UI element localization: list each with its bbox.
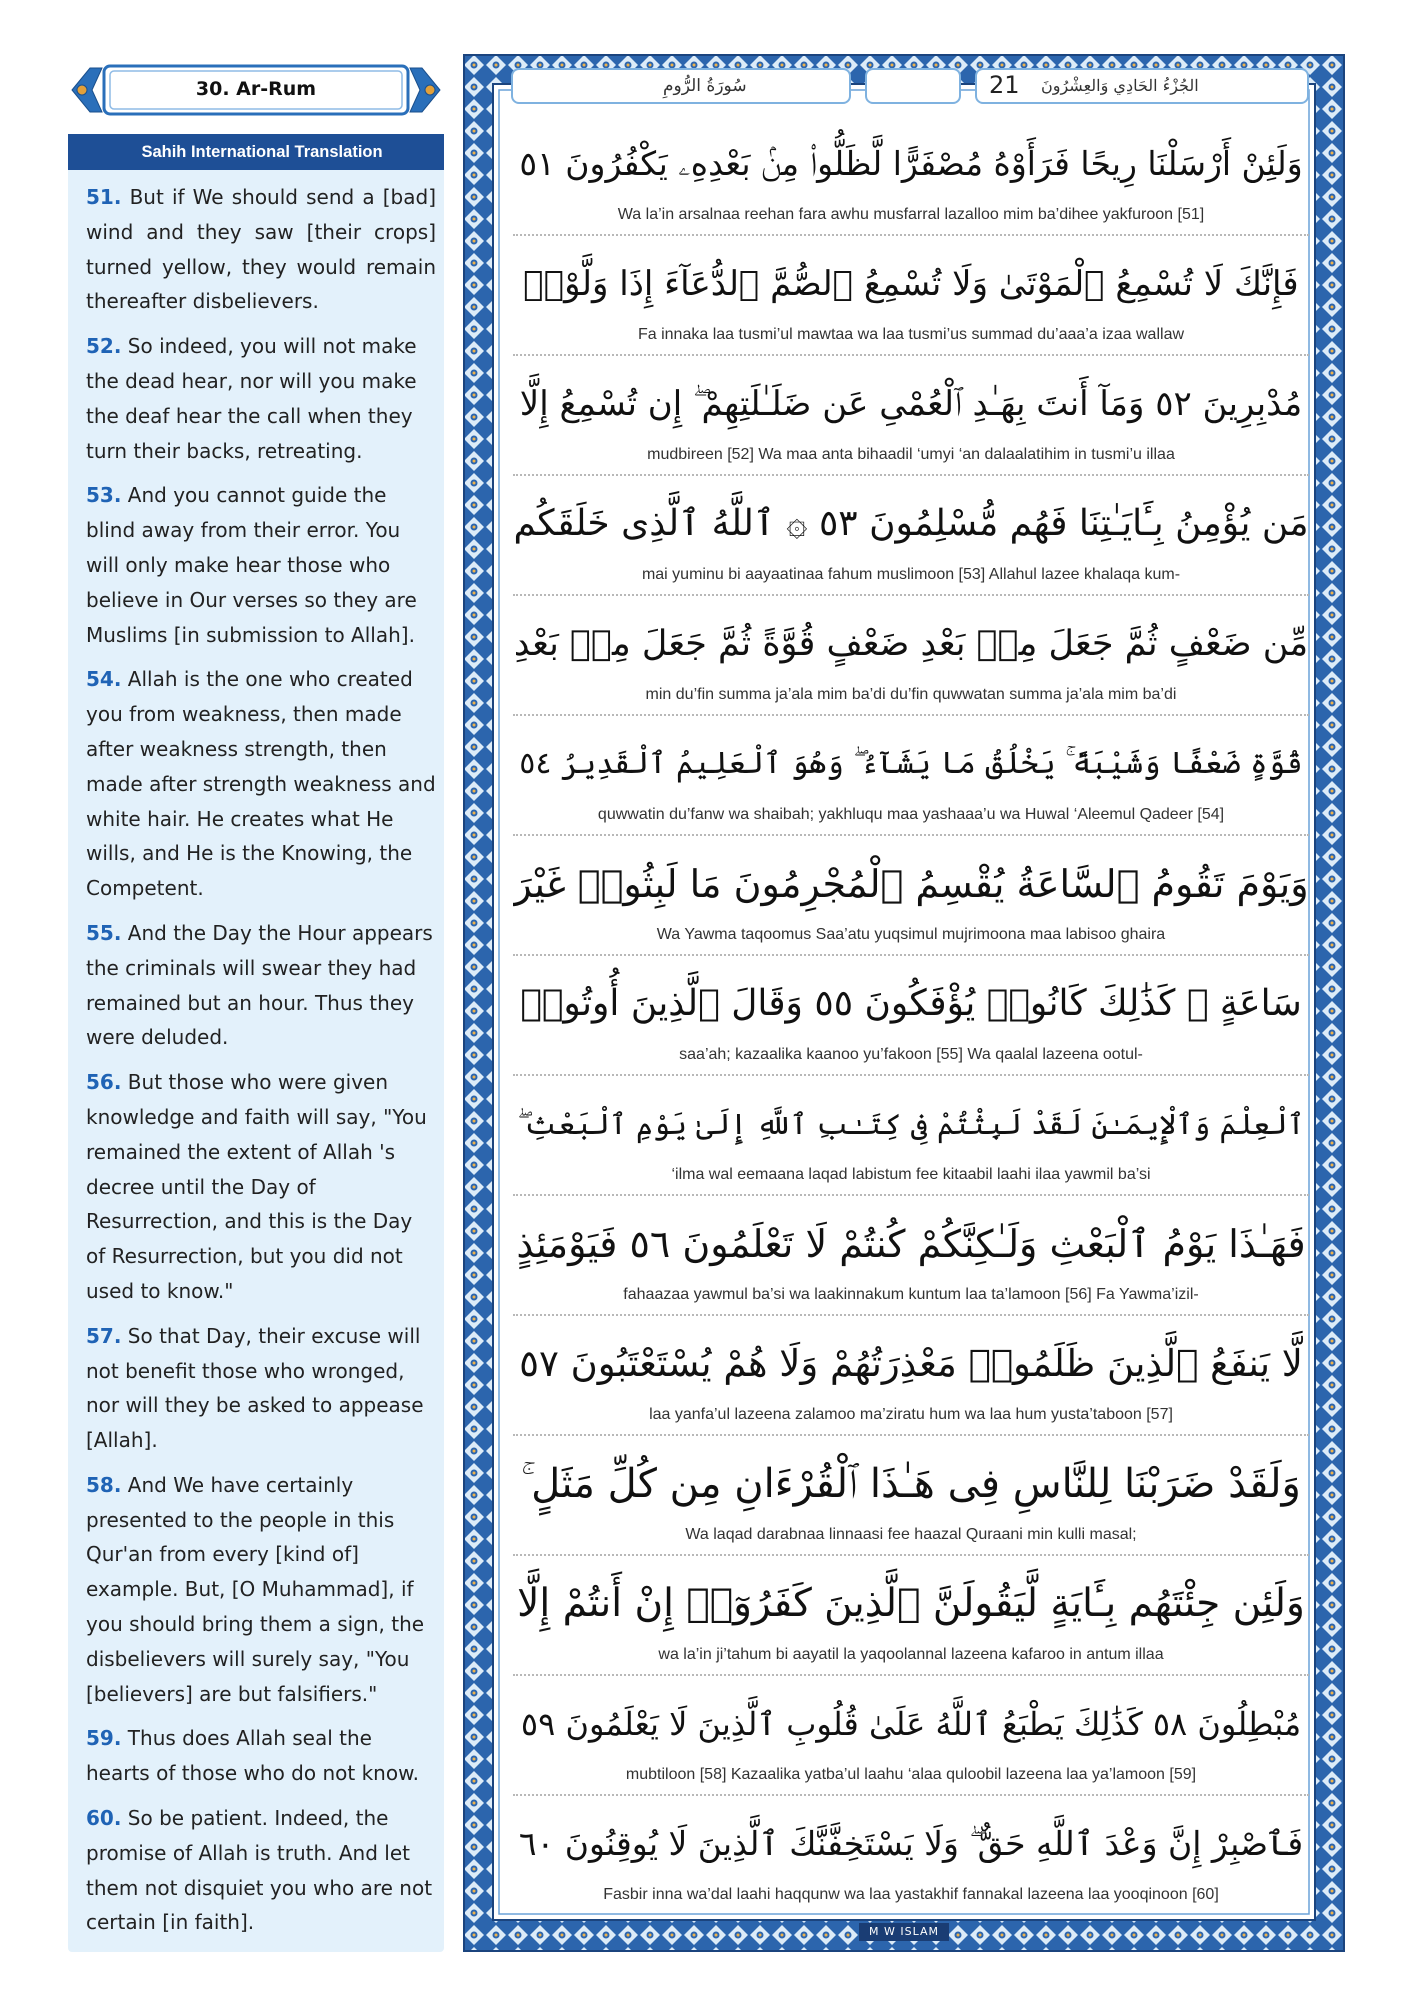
translation-verse (86, 662, 436, 906)
juz-number: 21 (989, 71, 1020, 99)
translation-verse (86, 1319, 436, 1458)
verse-text: Allah is the one who created you from weakness, then made after weakness strength, then made after strength weakness and white hair. He creates what He wills, and He is the Knowing, the Competent. (86, 667, 436, 901)
surah-name-arabic: سُورَةُ الرُّومِ (663, 76, 747, 96)
translation-list (68, 170, 444, 1952)
page-header (511, 64, 1311, 110)
verse-text: Thus does Allah seal the hearts of those who do not know. (86, 1726, 419, 1786)
verse-number: 56. (86, 1070, 122, 1095)
translation-verse (86, 1801, 436, 1940)
transliteration: mubtiloon [58] Kazaalika yatba’ul laahu ‘alaa quloobil lazeena laa ya’lamoon [59] (625, 1766, 1197, 1783)
footer-brand: M W ISLAM (859, 1923, 949, 1941)
translation-panel (68, 58, 444, 1952)
quran-line (513, 116, 1309, 236)
transliteration: Wa laqad darabnaa linnaasi fee haazal Quraani min kulli masal; (685, 1526, 1137, 1543)
quran-line (513, 1796, 1309, 1914)
arabic-text: لَّا يَنفَعُ ٱلَّذِينَ ظَلَمُوا۟ مَعْذِرَتُهُمْ وَلَا هُمْ يُسْتَعْتَبُونَ ٥٧ (519, 1342, 1303, 1385)
transliteration: mai yuminu bi aayaatinaa fahum muslimoon [53] Allahul lazee khalaqa kum- (641, 566, 1181, 583)
verse-number: 55. (86, 920, 122, 945)
verse-number: 54. (86, 667, 122, 692)
quran-line (513, 956, 1309, 1076)
transliteration: ‘ilma wal eemaana laqad labistum fee kitaabil laahi ilaa yawmil ba’si (671, 1166, 1151, 1183)
arabic-text: فَإِنَّكَ لَا تُسْمِعُ ٱلْمَوْتَىٰ وَلَا تُسْمِعُ ٱلصُّمَّ ٱلدُّعَآءَ إِذَا وَلَّوْا۟ (523, 264, 1299, 304)
translation-verse (86, 1468, 436, 1712)
juz-box (975, 68, 1309, 104)
translation-header: Sahih International Translation (68, 134, 444, 170)
quran-line (513, 476, 1309, 596)
juz-name-arabic: الجُزْءُ الحَادِي وَالعِشْرُونَ (1041, 76, 1199, 95)
transliteration: Fasbir inna wa’dal laahi haqqunw wa laa yastakhif fannakal lazeena laa yooqinoon [60] (603, 1886, 1219, 1903)
verse-text: But those who were given knowledge and faith will say, "You remained the extent of Allah 's decree until the Day of Resurrection, and this is the Day of Resurrection, but you did not used to know." (86, 1070, 427, 1303)
quran-line (513, 596, 1309, 716)
verse-number: 60. (86, 1806, 122, 1831)
quran-line (513, 1076, 1309, 1196)
arabic-text: وَلَئِن جِئْتَهُم بِـَٔايَةٍ لَّيَقُولَنَّ ٱلَّذِينَ كَفَرُوٓا۟ إِنْ أَنتُمْ إِلَّا (517, 1581, 1305, 1626)
surah-name-box (511, 68, 851, 104)
verse-number: 57. (86, 1323, 122, 1348)
arabic-text: وَيَوْمَ تَقُومُ ٱلسَّاعَةُ يُقْسِمُ ٱلْمُجْرِمُونَ مَا لَبِثُوا۟ غَيْرَ (513, 862, 1309, 906)
transliteration: wa la’in ji’tahum bi aayatil la yaqoolannal lazeena kafaroo in antum illaa (658, 1646, 1164, 1663)
verse-number: 53. (86, 483, 122, 508)
mushaf-page (463, 54, 1345, 1952)
transliteration: fahaazaa yawmul ba’si wa laakinnakum kuntum laa ta’lamoon [56] Fa Yawma’izil- (623, 1286, 1199, 1303)
translation-verse (86, 329, 436, 468)
transliteration: min du’fin summa ja’ala mim ba’di du’fin quwwatan summa ja’ala mim ba’di (645, 686, 1177, 703)
quran-line (513, 1676, 1309, 1796)
transliteration: laa yanfa’ul lazeena zalamoo ma’ziratu hum wa laa hum yusta’taboon [57] (649, 1406, 1173, 1423)
transliteration: quwwatin du’fanw wa shaibah; yakhluqu maa yashaaa’u wa Huwal ‘Aleemul Qadeer [54] (597, 806, 1225, 823)
translation-verse (86, 180, 436, 319)
translation-verse (86, 1721, 436, 1791)
arabic-text: فَهَـٰذَا يَوْمُ ٱلْبَعْثِ وَلَـٰكِنَّكُمْ كُنتُمْ لَا تَعْلَمُونَ ٥٦ فَيَوْمَئِذٍ (516, 1222, 1306, 1266)
arabic-text: مُدْبِرِينَ ٥٢ وَمَآ أَنتَ بِهَـٰدِ ٱلْعُمْىِ عَن ضَلَـٰلَتِهِمْ ۖ إِن تُسْمِعُ إِلَّا (519, 384, 1303, 424)
verse-number: 51. (86, 185, 122, 209)
quran-line (513, 1436, 1309, 1556)
surah-title: 30. Ar-Rum (195, 78, 317, 100)
verse-number: 59. (86, 1726, 122, 1751)
quran-line (513, 1556, 1309, 1676)
arabic-text: مِّن ضَعْفٍ ثُمَّ جَعَلَ مِنۢ بَعْدِ ضَعْفٍ قُوَّةً ثُمَّ جَعَلَ مِنۢ بَعْدِ (513, 624, 1309, 664)
quran-line (513, 1316, 1309, 1436)
quran-line (513, 236, 1309, 356)
translation-verse (86, 1065, 436, 1309)
quran-line (513, 836, 1309, 956)
verse-text: And the Day the Hour appears the criminals will swear they had remained but an hour. Thus they were deluded. (86, 920, 433, 1050)
verse-text: And you cannot guide the blind away from their error. You will only make hear those who believe in Our verses so they are Muslims [in submission to Allah]. (86, 483, 417, 647)
transliteration: Fa innaka laa tusmi’ul mawtaa wa laa tusmi’us summad du’aaa’a izaa wallaw (637, 326, 1185, 343)
arabic-text: مُبْطِلُونَ ٥٨ كَذَٰلِكَ يَطْبَعُ ٱللَّهُ عَلَىٰ قُلُوبِ ٱلَّذِينَ لَا يَعْلَمُونَ ٥٩ (520, 1705, 1302, 1743)
quran-line (513, 356, 1309, 476)
surah-title-banner (68, 58, 444, 122)
quran-lines (513, 116, 1309, 1914)
transliteration: saa’ah; kazaalika kaanoo yu’fakoon [55] Wa qaalal lazeena ootul- (679, 1046, 1143, 1063)
verse-text: So indeed, you will not make the dead hear, nor will you make the deaf hear the call when they turn their backs, retreating. (86, 334, 417, 463)
arabic-text: فَٱصْبِرْ إِنَّ وَعْدَ ٱللَّهِ حَقٌّ ۖ وَلَا يَسْتَخِفَّنَّكَ ٱلَّذِينَ لَا يُوقِنُونَ ٦٠ (518, 1824, 1304, 1863)
arabic-text: مَن يُؤْمِنُ بِـَٔايَـٰتِنَا فَهُم مُّسْلِمُونَ ٥٣ ۞ ٱللَّهُ ٱلَّذِى خَلَقَكُم (513, 503, 1309, 544)
page-glyph-box (865, 68, 961, 104)
transliteration: Wa Yawma taqoomus Saa’atu yuqsimul mujrimoona maa labisoo ghaira (656, 926, 1166, 943)
verse-number: 58. (86, 1472, 122, 1497)
quran-line (513, 1196, 1309, 1316)
verse-text: So be patient. Indeed, the promise of Allah is truth. And let them not disquiet you who are not certain [in faith]. (86, 1806, 433, 1935)
verse-number: 52. (86, 334, 122, 359)
verse-text: And We have certainly presented to the people in this Qur'an from every [kind of] example. But, [O Muhammad], if you should bring them a sign, the disbelievers will surely say, "You [believers] are but falsifiers." (86, 1472, 425, 1706)
quran-line (513, 716, 1309, 836)
arabic-text: قُوَّةٍ ضَعْفًا وَشَيْبَةً ۚ يَخْلُقُ مَا يَشَآءُ ۖ وَهُوَ ٱلْعَلِيمُ ٱلْقَدِيرُ ٥٤ (519, 746, 1303, 781)
arabic-text: سَاعَةٍ ۚ كَذَٰلِكَ كَانُوا۟ يُؤْفَكُونَ ٥٥ وَقَالَ ٱلَّذِينَ أُوتُوا۟ (520, 983, 1302, 1024)
arabic-text: ٱلْعِلْمَ وَٱلْإِيمَـٰنَ لَقَدْ لَبِثْتُمْ فِى كِتَـٰبِ ٱللَّهِ إِلَىٰ يَوْمِ ٱلْبَعْثِ ۖ (517, 1107, 1305, 1141)
verse-text: But if We should send a [bad] wind and they saw [their crops] turned yellow, they would remain thereafter disbelievers. (86, 185, 436, 314)
verse-text: So that Day, their excuse will not benefit those who wronged, nor will they be asked to appease [Allah]. (86, 1323, 424, 1453)
arabic-text: وَلَئِنْ أَرْسَلْنَا رِيحًا فَرَأَوْهُ مُصْفَرًّا لَّظَلُّوا۟ مِنۢ بَعْدِهِۦ يَكْفُرُونَ ٥١ (519, 144, 1303, 183)
transliteration: mudbireen [52] Wa maa anta bihaadil ‘umyi ‘an dalaalatihim in tusmi’u illaa (647, 446, 1175, 463)
translation-verse (86, 916, 436, 1055)
translation-verse (86, 478, 436, 652)
arabic-text: وَلَقَدْ ضَرَبْنَا لِلنَّاسِ فِى هَـٰذَا ٱلْقُرْءَانِ مِن كُلِّ مَثَلٍ ۚ (521, 1461, 1301, 1507)
transliteration: Wa la’in arsalnaa reehan fara awhu musfarral lazalloo mim ba’dihee yakfuroon [51] (617, 206, 1205, 223)
